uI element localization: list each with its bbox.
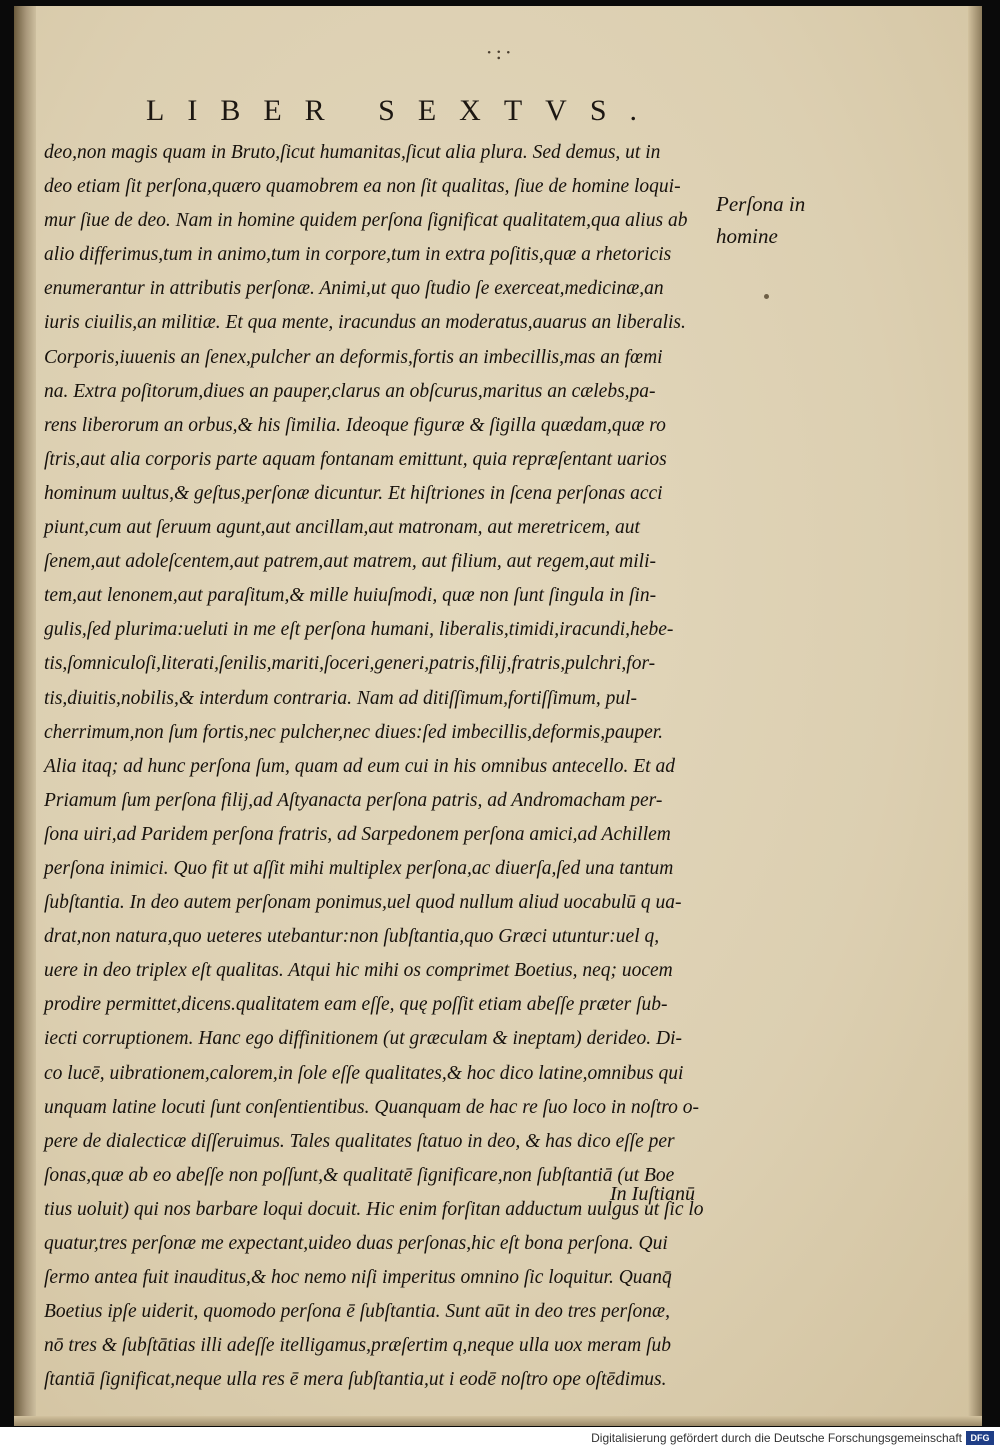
- text-line: mur ſiue de deo. Nam in homine quidem perſona ſignificat qualitatem,qua alius ab: [44, 210, 688, 232]
- page-edge-bottom: [14, 1416, 982, 1426]
- text-line: pere de dialecticæ diſſeruimus. Tales qualitates ſtatuo in deo, & has dico eſſe per: [44, 1130, 675, 1152]
- text-line: deo etiam ſit perſona,quæro quamobrem ea non ſit qualitas, ſiue de homine loqui-: [44, 176, 681, 198]
- text-line: enumerantur in attributis perſonæ. Animi,ut quo ſtudio ſe exerceat,medicinæ,an: [44, 278, 664, 300]
- body-text-block: [44, 136, 720, 1397]
- funding-credit: Digitalisierung gefördert durch die Deutsche Forschungsgemeinschaft: [591, 1431, 962, 1445]
- ink-speck: [764, 294, 769, 299]
- text-line: tis,diuitis,nobilis,& interdum contraria. Nam ad ditiſſimum,fortiſſimum, pul-: [44, 687, 637, 709]
- text-line: ſenem,aut adoleſcentem,aut patrem,aut matrem, aut filium, aut regem,aut mili-: [44, 551, 656, 573]
- text-line: piunt,cum aut ſeruum agunt,aut ancillam,aut matronam, aut meretricem, aut: [44, 517, 640, 539]
- text-line: alio differimus,tum in animo,tum in corpore,tum in extra poſitis,quæ a rhetoricis: [44, 244, 672, 266]
- marginal-note-line: homine: [716, 224, 778, 248]
- text-line: tem,aut lenonem,aut paraſitum,& mille huiuſmodi, quæ non ſunt ſingula in ſin-: [44, 585, 657, 607]
- text-line: perſona inimici. Quo fit ut aſſit mihi multiplex perſona,ac diuerſa,ſed una tantum: [44, 857, 674, 879]
- text-line: tius uoluit) qui nos barbare loqui docuit. Hic enim forſitan adductum uulgus ut ſic lo: [44, 1198, 704, 1220]
- catchword: In Iuſtianū: [610, 1183, 695, 1205]
- running-head: LIBER SEXTVS.: [146, 94, 661, 127]
- text-line: hominum uultus,& geſtus,perſonæ dicuntur. Et hiſtriones in ſcena perſonas acci: [44, 482, 663, 504]
- page-gutter-shadow: [14, 6, 36, 1426]
- text-line: ſonas,quæ ab eo abeſſe non poſſunt,& qualitatē ſignificare,non ſubſtantiā (ut Boe: [44, 1164, 675, 1186]
- book-page: [14, 6, 982, 1426]
- text-line: ſermo antea fuit inauditus,& hoc nemo niſi imperitus omnino ſic loquitur. Quanq̄: [44, 1267, 672, 1289]
- text-line: iecti corruptionem. Hanc ego diffinitionem (ut græculam & ineptam) derideo. Di-: [44, 1028, 682, 1050]
- footer-bar: [0, 1427, 1000, 1450]
- text-line: Priamum ſum perſona filij,ad Aſtyanacta perſona patris, ad Andromacham per-: [44, 789, 663, 811]
- text-line: tis,ſomniculoſi,literati,ſenilis,mariti,ſoceri,generi,patris,filij,fratris,pulchri,for-: [44, 653, 656, 675]
- dfg-logo-icon: DFG: [966, 1431, 994, 1445]
- text-line: gulis,ſed plurima:ueluti in me eſt perſona humani, liberalis,timidi,iracundi,hebe-: [44, 619, 674, 641]
- text-line: quatur,tres perſonæ me expectant,uideo duas perſonas,hic eſt bona perſona. Qui: [44, 1233, 668, 1254]
- text-line: cherrimum,non ſum fortis,nec pulcher,nec diues:ſed imbecillis,deformis,pauper.: [44, 721, 664, 743]
- page-edge-right: [968, 6, 982, 1426]
- text-line: unquam latine locuti ſunt conſentientibus. Quanquam de hac re ſuo loco in noſtro o-: [44, 1096, 699, 1118]
- text-line: ſtris,aut alia corporis parte aquam fontanam emittunt, quia repræſentant uarios: [44, 448, 667, 470]
- text-line: prodire permittet,dicens.qualitatem eam eſſe, quę poſſit etiam abeſſe præter ſub-: [44, 994, 668, 1016]
- text-line: uere in deo triplex eſt qualitas. Atqui hic mihi os comprimet Boetius, neq; uocem: [44, 960, 673, 982]
- text-line: co lucē, uibrationem,calorem,in ſole eſſe qualitates,& hoc dico latine,omnibus qui: [44, 1062, 684, 1084]
- text-line: ſtantiā ſignificat,neque ulla res ē mera ſubſtantia,ut i eodē noſtro ope oſtēdimus.: [44, 1369, 667, 1391]
- text-line: rens liberorum an orbus,& his ſimilia. Ideoque figuræ & ſigilla quædam,quæ ro: [44, 414, 666, 436]
- text-line: drat,non natura,quo ueteres utebantur:non ſubſtantia,quo Græci utuntur:uel q,: [44, 926, 660, 948]
- text-line: deo,non magis quam in Bruto,ſicut humanitas,ſicut alia plura. Sed demus, ut in: [44, 142, 661, 163]
- text-line: iuris ciuilis,an militiæ. Et qua mente, iracundus an moderatus,auarus an liberalis.: [44, 312, 686, 334]
- marginal-note-line: Perſona in: [716, 192, 806, 216]
- text-line: ſubſtantia. In deo autem perſonam ponimus,uel quod nullum aliud uocabulū q ua-: [44, 892, 682, 914]
- text-line: Alia itaq; ad hunc perſona ſum, quam ad eum cui in his omnibus antecello. Et ad: [44, 755, 675, 777]
- text-line: Boetius ipſe uiderit, quomodo perſona ē ſubſtantia. Sunt aūt in deo tres perſonæ,: [44, 1301, 670, 1323]
- text-line: ſona uiri,ad Paridem perſona fratris, ad Sarpedonem perſona amici,ad Achillem: [44, 823, 671, 845]
- ornament-mark: ·:·: [486, 40, 515, 64]
- text-line: na. Extra poſitorum,diues an pauper,clarus an obſcurus,maritus an cælebs,pa-: [44, 380, 656, 402]
- text-line: nō tres & ſubſtātias illi adeſſe itelligamus,præſertim q,neque ulla uox meram ſub: [44, 1335, 672, 1357]
- marginal-note: [716, 188, 836, 252]
- text-line: Corporis,iuuenis an ſenex,pulcher an deformis,fortis an imbecillis,mas an fœmi: [44, 346, 663, 368]
